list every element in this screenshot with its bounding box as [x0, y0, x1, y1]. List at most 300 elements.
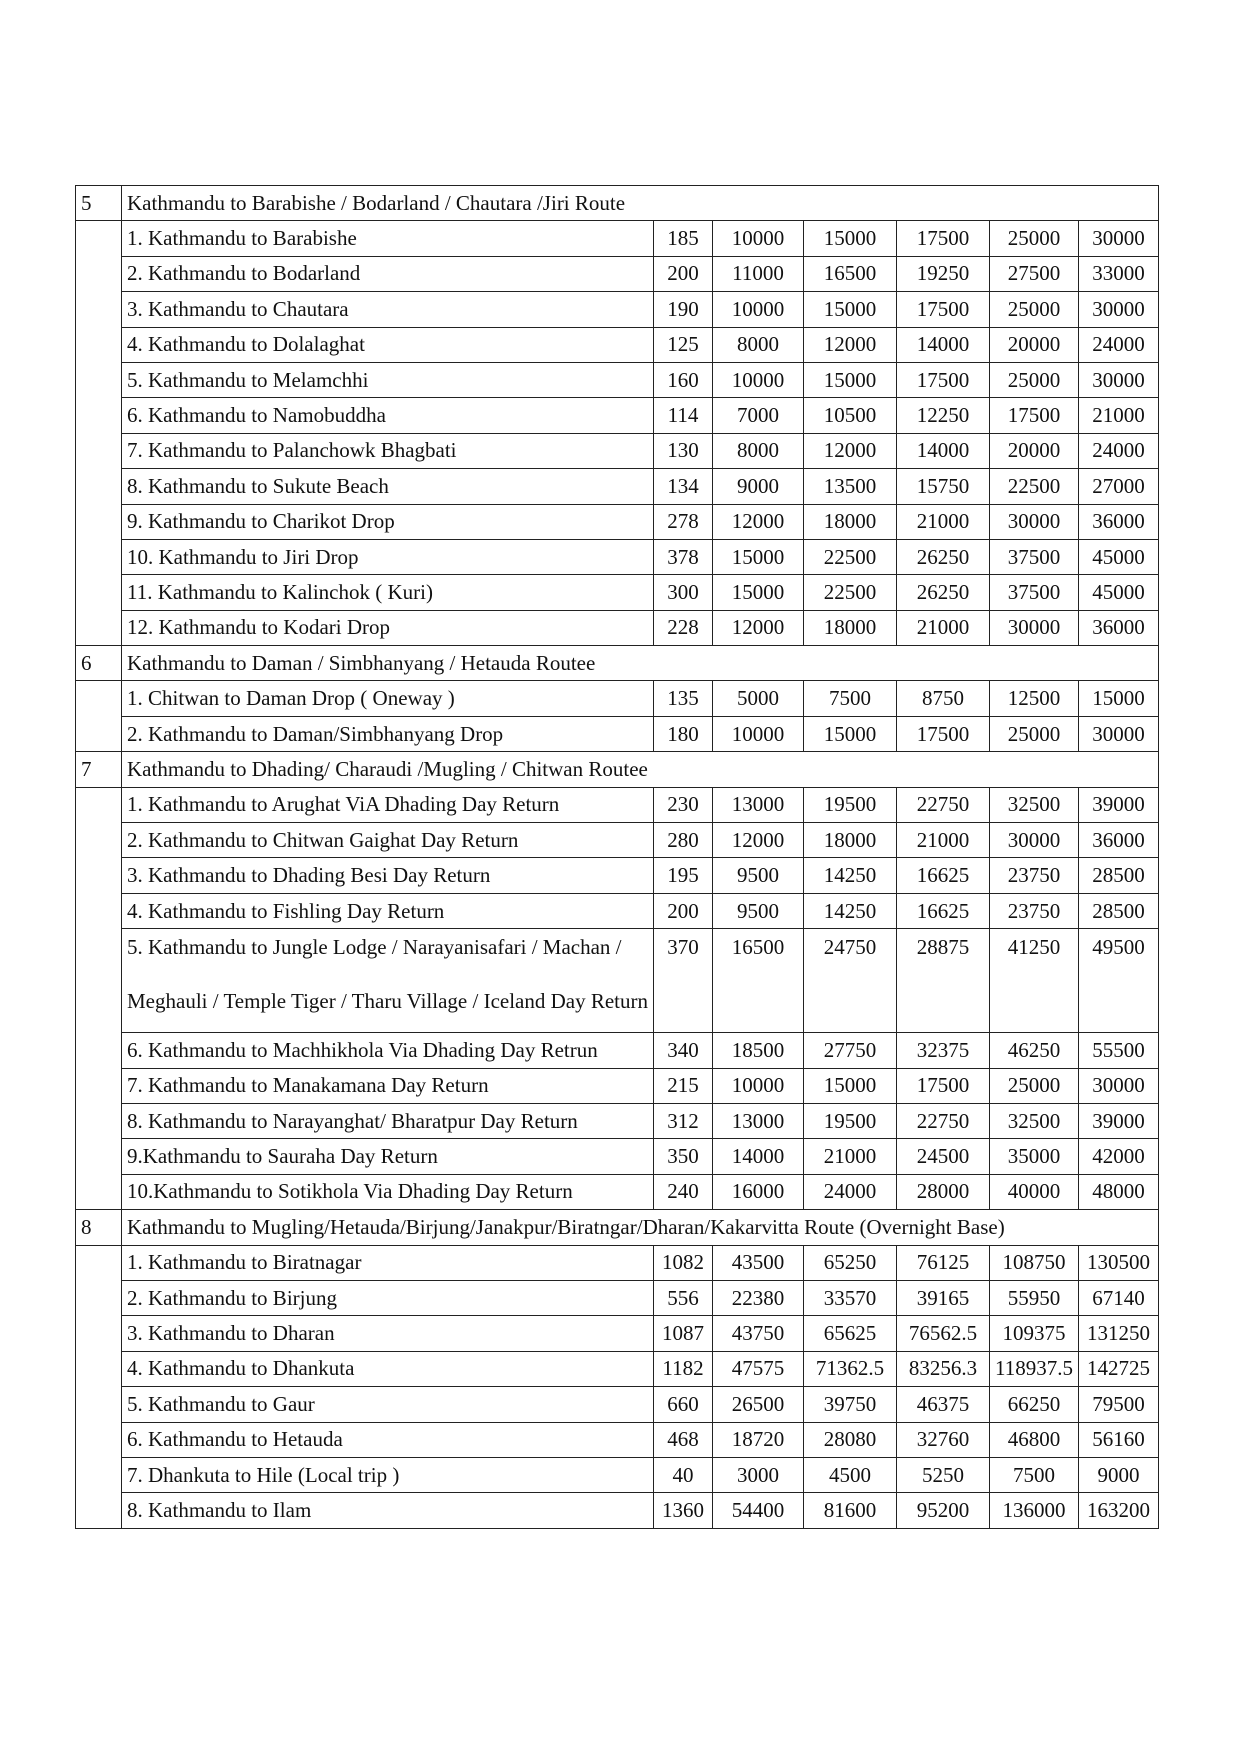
rate-cell: 39000: [1079, 1103, 1159, 1138]
rate-cell: 32375: [897, 1033, 990, 1068]
rate-cell: 65625: [804, 1316, 897, 1351]
rate-cell: 13000: [713, 1103, 804, 1138]
table-row: [76, 1068, 1159, 1103]
rate-cell: 36000: [1079, 610, 1159, 645]
table-row: [76, 1493, 1159, 1528]
table-row: [76, 469, 1159, 504]
rate-cell: 8000: [713, 433, 804, 468]
destination-cell: 9.Kathmandu to Sauraha Day Return: [122, 1139, 654, 1174]
rate-cell: 19500: [804, 787, 897, 822]
rate-cell: 48000: [1079, 1174, 1159, 1209]
section-spacer-cell: [76, 1174, 122, 1209]
rate-cell: 30000: [1079, 221, 1159, 256]
rate-cell: 36000: [1079, 504, 1159, 539]
rate-cell: 10000: [713, 292, 804, 327]
rate-cell: 9000: [713, 469, 804, 504]
rate-cell: 37500: [990, 539, 1079, 574]
rate-cell: 76562.5: [897, 1316, 990, 1351]
rate-cell: 81600: [804, 1493, 897, 1528]
rate-cell: 32500: [990, 787, 1079, 822]
destination-cell: 7. Dhankuta to Hile (Local trip ): [122, 1457, 654, 1492]
destination-cell: 8. Kathmandu to Sukute Beach: [122, 469, 654, 504]
rate-cell: 18000: [804, 823, 897, 858]
rate-cell: 22500: [990, 469, 1079, 504]
rate-cell: 46800: [990, 1422, 1079, 1457]
rate-cell: 33000: [1079, 256, 1159, 291]
rate-cell: 23750: [990, 858, 1079, 893]
rate-cell: 15000: [804, 1068, 897, 1103]
rate-cell: 33570: [804, 1280, 897, 1315]
rate-cell: 4500: [804, 1457, 897, 1492]
section-spacer-cell: [76, 1316, 122, 1351]
rate-cell: 8000: [713, 327, 804, 362]
table-row: [76, 681, 1159, 716]
rate-cell: 95200: [897, 1493, 990, 1528]
section-spacer-cell: [76, 858, 122, 893]
section-spacer-cell: [76, 929, 122, 1033]
destination-cell: 3. Kathmandu to Dharan: [122, 1316, 654, 1351]
table-row: [76, 433, 1159, 468]
rate-cell: 37500: [990, 575, 1079, 610]
rate-cell: 14250: [804, 893, 897, 928]
rate-cell: 55500: [1079, 1033, 1159, 1068]
rate-cell: 39750: [804, 1387, 897, 1422]
rate-cell: 20000: [990, 433, 1079, 468]
section-spacer-cell: [76, 575, 122, 610]
rate-cell: 17500: [990, 398, 1079, 433]
rate-cell: 24750: [804, 929, 897, 1033]
rate-cell: 15000: [1079, 681, 1159, 716]
rate-cell: 42000: [1079, 1139, 1159, 1174]
section-spacer-cell: [76, 1139, 122, 1174]
rate-cell: 131250: [1079, 1316, 1159, 1351]
rate-cell: 9500: [713, 893, 804, 928]
section-spacer-cell: [76, 1280, 122, 1315]
rate-cell: 13000: [713, 787, 804, 822]
section-spacer-cell: [76, 504, 122, 539]
section-spacer-cell: [76, 1351, 122, 1386]
rate-cell: 26250: [897, 539, 990, 574]
rate-cell: 9000: [1079, 1457, 1159, 1492]
destination-cell: 10. Kathmandu to Jiri Drop: [122, 539, 654, 574]
section-spacer-cell: [76, 362, 122, 397]
distance-cell: 114: [654, 398, 713, 433]
rate-cell: 21000: [1079, 398, 1159, 433]
table-row: [76, 1280, 1159, 1315]
rate-cell: 15750: [897, 469, 990, 504]
distance-cell: 240: [654, 1174, 713, 1209]
rate-cell: 15000: [804, 221, 897, 256]
rate-cell: 32500: [990, 1103, 1079, 1138]
rate-cell: 10000: [713, 362, 804, 397]
destination-cell: 5. Kathmandu to Gaur: [122, 1387, 654, 1422]
rate-cell: 25000: [990, 1068, 1079, 1103]
table-row: [76, 787, 1159, 822]
rate-cell: 16000: [713, 1174, 804, 1209]
distance-cell: 1082: [654, 1245, 713, 1280]
distance-cell: 134: [654, 469, 713, 504]
rate-cell: 7500: [990, 1457, 1079, 1492]
rate-cell: 5000: [713, 681, 804, 716]
destination-cell: 2. Kathmandu to Birjung: [122, 1280, 654, 1315]
section-spacer-cell: [76, 1245, 122, 1280]
rate-cell: 25000: [990, 292, 1079, 327]
destination-cell: 4. Kathmandu to Dhankuta: [122, 1351, 654, 1386]
rate-cell: 15000: [713, 539, 804, 574]
distance-cell: 215: [654, 1068, 713, 1103]
rate-cell: 26250: [897, 575, 990, 610]
destination-cell: 6. Kathmandu to Machhikhola Via Dhading Day Retrun: [122, 1033, 654, 1068]
rate-cell: 10000: [713, 221, 804, 256]
distance-cell: 180: [654, 716, 713, 751]
rate-cell: 30000: [990, 823, 1079, 858]
destination-cell: 5. Kathmandu to Melamchhi: [122, 362, 654, 397]
distance-cell: 190: [654, 292, 713, 327]
rate-cell: 27500: [990, 256, 1079, 291]
rate-cell: 13500: [804, 469, 897, 504]
section-spacer-cell: [76, 398, 122, 433]
rate-cell: 35000: [990, 1139, 1079, 1174]
rate-cell: 79500: [1079, 1387, 1159, 1422]
table-row: [76, 1457, 1159, 1492]
destination-cell: 1. Kathmandu to Arughat ViA Dhading Day Return: [122, 787, 654, 822]
section-spacer-cell: [76, 787, 122, 822]
destination-cell: 4. Kathmandu to Dolalaghat: [122, 327, 654, 362]
rate-table: [75, 185, 1159, 1529]
distance-cell: 278: [654, 504, 713, 539]
distance-cell: 370: [654, 929, 713, 1033]
distance-cell: 378: [654, 539, 713, 574]
table-row: [76, 539, 1159, 574]
rate-cell: 71362.5: [804, 1351, 897, 1386]
rate-cell: 19250: [897, 256, 990, 291]
rate-cell: 30000: [1079, 1068, 1159, 1103]
destination-cell: 10.Kathmandu to Sotikhola Via Dhading Day Return: [122, 1174, 654, 1209]
rate-cell: 56160: [1079, 1422, 1159, 1457]
distance-cell: 185: [654, 221, 713, 256]
rate-cell: 43500: [713, 1245, 804, 1280]
rate-cell: 18000: [804, 610, 897, 645]
table-row: [76, 1351, 1159, 1386]
rate-cell: 16500: [713, 929, 804, 1033]
rate-cell: 22500: [804, 539, 897, 574]
rate-cell: 22750: [897, 1103, 990, 1138]
table-row: [76, 716, 1159, 751]
section-spacer-cell: [76, 716, 122, 751]
distance-cell: 130: [654, 433, 713, 468]
rate-cell: 49500: [1079, 929, 1159, 1033]
rate-cell: 21000: [897, 823, 990, 858]
section-spacer-cell: [76, 681, 122, 716]
rate-cell: 66250: [990, 1387, 1079, 1422]
rate-cell: 18500: [713, 1033, 804, 1068]
rate-cell: 67140: [1079, 1280, 1159, 1315]
table-row: [76, 893, 1159, 928]
rate-cell: 27750: [804, 1033, 897, 1068]
rate-cell: 39000: [1079, 787, 1159, 822]
destination-cell: 7. Kathmandu to Manakamana Day Return: [122, 1068, 654, 1103]
section-header-row: [76, 1210, 1159, 1245]
rate-cell: 12000: [713, 504, 804, 539]
rate-cell: 46375: [897, 1387, 990, 1422]
rate-cell: 28500: [1079, 893, 1159, 928]
section-header-row: [76, 186, 1159, 221]
rate-cell: 142725: [1079, 1351, 1159, 1386]
destination-cell: [122, 929, 654, 1033]
rate-cell: 15000: [713, 575, 804, 610]
rate-cell: 28500: [1079, 858, 1159, 893]
rate-cell: 7500: [804, 681, 897, 716]
section-spacer-cell: [76, 1387, 122, 1422]
section-title: Kathmandu to Barabishe / Bodarland / Chautara /Jiri Route: [122, 186, 1159, 221]
rate-cell: 26500: [713, 1387, 804, 1422]
rate-cell: 7000: [713, 398, 804, 433]
section-header-row: [76, 646, 1159, 681]
rate-cell: 23750: [990, 893, 1079, 928]
destination-cell: 4. Kathmandu to Fishling Day Return: [122, 893, 654, 928]
rate-cell: 12250: [897, 398, 990, 433]
section-number: 7: [76, 752, 122, 787]
destination-cell: 7. Kathmandu to Palanchowk Bhagbati: [122, 433, 654, 468]
section-number: 8: [76, 1210, 122, 1245]
rate-cell: 22750: [897, 787, 990, 822]
destination-cell: 2. Kathmandu to Daman/Simbhanyang Drop: [122, 716, 654, 751]
destination-cell: 2. Kathmandu to Chitwan Gaighat Day Return: [122, 823, 654, 858]
rate-cell: 17500: [897, 292, 990, 327]
rate-cell: 14000: [897, 433, 990, 468]
rate-cell: 55950: [990, 1280, 1079, 1315]
destination-cell: 9. Kathmandu to Charikot Drop: [122, 504, 654, 539]
rate-cell: 16500: [804, 256, 897, 291]
destination-line-1: 5. Kathmandu to Jungle Lodge / Narayanisafari / Machan /: [127, 935, 622, 960]
destination-cell: 6. Kathmandu to Namobuddha: [122, 398, 654, 433]
distance-cell: 312: [654, 1103, 713, 1138]
rate-cell: 22380: [713, 1280, 804, 1315]
section-number: 5: [76, 186, 122, 221]
table-row: [76, 1139, 1159, 1174]
rate-cell: 16625: [897, 858, 990, 893]
section-spacer-cell: [76, 539, 122, 574]
table-row: [76, 256, 1159, 291]
distance-cell: 1182: [654, 1351, 713, 1386]
table-row: [76, 1174, 1159, 1209]
rate-cell: 20000: [990, 327, 1079, 362]
rate-cell: 17500: [897, 716, 990, 751]
rate-cell: 30000: [990, 610, 1079, 645]
distance-cell: 280: [654, 823, 713, 858]
rate-cell: 43750: [713, 1316, 804, 1351]
destination-cell: 12. Kathmandu to Kodari Drop: [122, 610, 654, 645]
table-body: [76, 186, 1159, 1529]
rate-cell: 39165: [897, 1280, 990, 1315]
section-spacer-cell: [76, 1493, 122, 1528]
rate-cell: 25000: [990, 362, 1079, 397]
distance-cell: 1087: [654, 1316, 713, 1351]
section-spacer-cell: [76, 469, 122, 504]
section-spacer-cell: [76, 256, 122, 291]
rate-cell: 15000: [804, 362, 897, 397]
rate-cell: 21000: [897, 504, 990, 539]
distance-cell: 160: [654, 362, 713, 397]
table-row: [76, 1316, 1159, 1351]
distance-cell: 1360: [654, 1493, 713, 1528]
rate-cell: 12000: [804, 433, 897, 468]
rate-cell: 16625: [897, 893, 990, 928]
rate-cell: 12500: [990, 681, 1079, 716]
destination-cell: 1. Kathmandu to Biratnagar: [122, 1245, 654, 1280]
rate-cell: 17500: [897, 1068, 990, 1103]
table-row: [76, 1387, 1159, 1422]
rate-cell: 28080: [804, 1422, 897, 1457]
section-spacer-cell: [76, 1422, 122, 1457]
rate-cell: 28000: [897, 1174, 990, 1209]
destination-cell: 3. Kathmandu to Dhading Besi Day Return: [122, 858, 654, 893]
rate-cell: 10000: [713, 716, 804, 751]
rate-cell: 28875: [897, 929, 990, 1033]
section-spacer-cell: [76, 221, 122, 256]
table-row: [76, 823, 1159, 858]
rate-cell: 12000: [804, 327, 897, 362]
rate-cell: 41250: [990, 929, 1079, 1033]
distance-cell: 340: [654, 1033, 713, 1068]
distance-cell: 195: [654, 858, 713, 893]
rate-cell: 30000: [1079, 292, 1159, 327]
table-row: [76, 1422, 1159, 1457]
distance-cell: 200: [654, 893, 713, 928]
table-row: [76, 504, 1159, 539]
rate-cell: 54400: [713, 1493, 804, 1528]
section-spacer-cell: [76, 1103, 122, 1138]
rate-cell: 8750: [897, 681, 990, 716]
distance-cell: 468: [654, 1422, 713, 1457]
destination-line-2: Meghauli / Temple Tiger / Tharu Village / Iceland Day Return: [127, 989, 649, 1014]
rate-cell: 24000: [1079, 433, 1159, 468]
table-row: [76, 221, 1159, 256]
destination-cell: 11. Kathmandu to Kalinchok ( Kuri): [122, 575, 654, 610]
rate-cell: 14000: [897, 327, 990, 362]
table-row: [76, 929, 1159, 1033]
distance-cell: 125: [654, 327, 713, 362]
section-header-row: [76, 752, 1159, 787]
rate-cell: 3000: [713, 1457, 804, 1492]
table-row: [76, 292, 1159, 327]
rate-cell: 45000: [1079, 539, 1159, 574]
rate-cell: 36000: [1079, 823, 1159, 858]
rate-cell: 18000: [804, 504, 897, 539]
rate-cell: 21000: [804, 1139, 897, 1174]
rate-cell: 30000: [990, 504, 1079, 539]
destination-cell: 6. Kathmandu to Hetauda: [122, 1422, 654, 1457]
rate-cell: 108750: [990, 1245, 1079, 1280]
rate-cell: 32760: [897, 1422, 990, 1457]
table-row: [76, 858, 1159, 893]
destination-cell: 2. Kathmandu to Bodarland: [122, 256, 654, 291]
rate-cell: 24000: [1079, 327, 1159, 362]
table-row: [76, 575, 1159, 610]
section-spacer-cell: [76, 1068, 122, 1103]
rate-cell: 10500: [804, 398, 897, 433]
section-number: 6: [76, 646, 122, 681]
rate-cell: 17500: [897, 221, 990, 256]
rate-cell: 25000: [990, 716, 1079, 751]
table-row: [76, 1245, 1159, 1280]
rate-cell: 163200: [1079, 1493, 1159, 1528]
distance-cell: 200: [654, 256, 713, 291]
distance-cell: 350: [654, 1139, 713, 1174]
rate-cell: 17500: [897, 362, 990, 397]
rate-cell: 12000: [713, 823, 804, 858]
section-title: Kathmandu to Mugling/Hetauda/Birjung/Janakpur/Biratngar/Dharan/Kakarvitta Route (Overnight Base): [122, 1210, 1159, 1245]
rate-cell: 130500: [1079, 1245, 1159, 1280]
section-spacer-cell: [76, 327, 122, 362]
rate-cell: 30000: [1079, 716, 1159, 751]
rate-cell: 12000: [713, 610, 804, 645]
section-spacer-cell: [76, 1457, 122, 1492]
section-spacer-cell: [76, 433, 122, 468]
rate-cell: 83256.3: [897, 1351, 990, 1386]
rate-cell: 10000: [713, 1068, 804, 1103]
destination-cell: 1. Chitwan to Daman Drop ( Oneway ): [122, 681, 654, 716]
distance-cell: 556: [654, 1280, 713, 1315]
table-row: [76, 327, 1159, 362]
destination-cell: 3. Kathmandu to Chautara: [122, 292, 654, 327]
section-spacer-cell: [76, 823, 122, 858]
rate-cell: 76125: [897, 1245, 990, 1280]
distance-cell: 300: [654, 575, 713, 610]
table-row: [76, 1033, 1159, 1068]
rate-cell: 46250: [990, 1033, 1079, 1068]
rate-cell: 5250: [897, 1457, 990, 1492]
rate-cell: 15000: [804, 716, 897, 751]
rate-cell: 9500: [713, 858, 804, 893]
table-row: [76, 398, 1159, 433]
distance-cell: 40: [654, 1457, 713, 1492]
rate-cell: 45000: [1079, 575, 1159, 610]
rate-cell: 19500: [804, 1103, 897, 1138]
rate-cell: 24000: [804, 1174, 897, 1209]
rate-cell: 118937.5: [990, 1351, 1079, 1386]
section-spacer-cell: [76, 893, 122, 928]
rate-cell: 11000: [713, 256, 804, 291]
table-row: [76, 1103, 1159, 1138]
section-spacer-cell: [76, 292, 122, 327]
rate-cell: 21000: [897, 610, 990, 645]
section-spacer-cell: [76, 610, 122, 645]
section-spacer-cell: [76, 1033, 122, 1068]
section-title: Kathmandu to Daman / Simbhanyang / Hetauda Routee: [122, 646, 1159, 681]
rate-cell: 40000: [990, 1174, 1079, 1209]
distance-cell: 135: [654, 681, 713, 716]
table-row: [76, 610, 1159, 645]
rate-cell: 18720: [713, 1422, 804, 1457]
rate-cell: 47575: [713, 1351, 804, 1386]
rate-cell: 65250: [804, 1245, 897, 1280]
rate-cell: 15000: [804, 292, 897, 327]
rate-cell: 24500: [897, 1139, 990, 1174]
distance-cell: 660: [654, 1387, 713, 1422]
rate-cell: 22500: [804, 575, 897, 610]
rate-cell: 14250: [804, 858, 897, 893]
destination-cell: 8. Kathmandu to Ilam: [122, 1493, 654, 1528]
rate-cell: 27000: [1079, 469, 1159, 504]
destination-cell: 8. Kathmandu to Narayanghat/ Bharatpur Day Return: [122, 1103, 654, 1138]
rate-cell: 109375: [990, 1316, 1079, 1351]
rate-cell: 30000: [1079, 362, 1159, 397]
rate-cell: 25000: [990, 221, 1079, 256]
table-row: [76, 362, 1159, 397]
section-title: Kathmandu to Dhading/ Charaudi /Mugling / Chitwan Routee: [122, 752, 1159, 787]
distance-cell: 228: [654, 610, 713, 645]
